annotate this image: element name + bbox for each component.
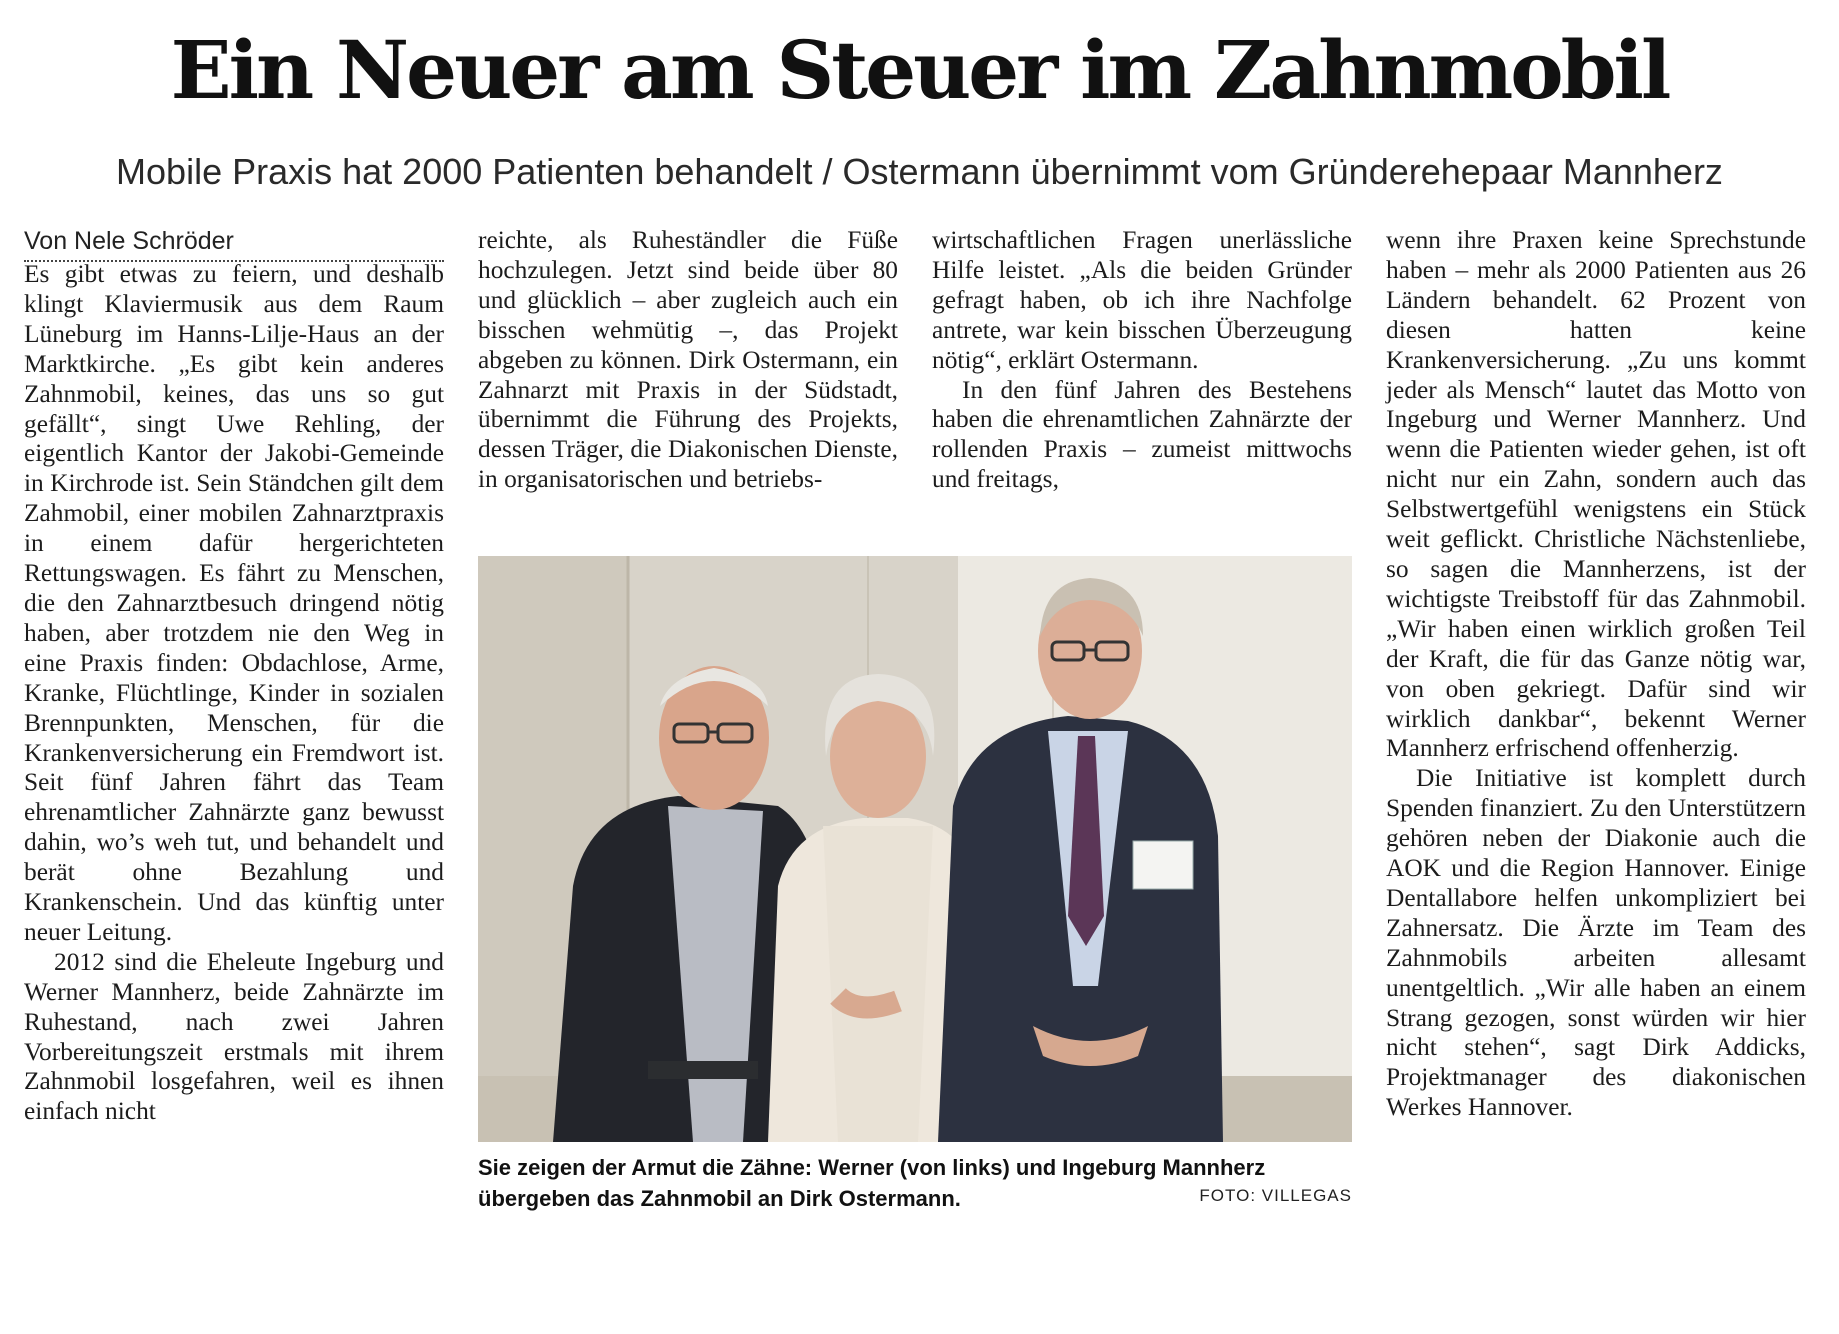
caption-line-2: übergeben das Zahnmobil an Dirk Ostermann. [478,1186,961,1211]
headline: Ein Neuer am Steuer im Zahnmobil [170,23,1669,117]
caption-line-1: Sie zeigen der Armut die Zähne: Werner (von links) und Ingeburg Mannherz [478,1155,1266,1180]
article-column-3 [932,226,1352,495]
article-column-4 [1386,226,1806,1123]
paragraph: Die Initiative ist komplett durch Spenden finanziert. Zu den Unterstützern gehören neben der Diakonie auch die AOK und die Region Hannover. Einige Dentallabore helfen unkompliziert bei Zahnersatz. Die Ärzte im Team des Zahnmobils arbeiten allesamt unentgeltlich. „Wir alle haben an einem Strang gezogen, sonst würden wir hier nicht stehen“, sagt Dirk Addicks, Projektmanager des diakonischen Werkes Hannover. [1386,764,1806,1122]
byline: Von Nele Schröder [24,226,444,262]
paragraph: In den fünf Jahren des Bestehens haben die ehrenamtlichen Zahnärzte der rollenden Praxis – zumeist mittwochs und freitags, [932,375,1352,494]
subheadline: Mobile Praxis hat 2000 Patienten behandelt / Ostermann übernimmt vom Gründerehepaar Mannherz [116,151,1723,192]
article-photo [478,556,1352,1142]
photo-illustration [478,556,1352,1142]
article-column-1 [24,260,444,1127]
paragraph: reichte, als Ruheständler die Füße hochzulegen. Jetzt sind beide über 80 und glücklich – aber zugleich auch ein bisschen wehmütig –, das Projekt abgeben zu können. Dirk Ostermann, ein Zahnarzt mit Praxis in der Südstadt, übernimmt die Führung des Projekts, dessen Träger, die Diakonischen Dienste, in organisatorischen und betriebs- [478,226,898,494]
paragraph: wirtschaftlichen Fragen unerlässliche Hilfe leistet. „Als die beiden Gründer gefragt haben, ob ich ihre Nachfolge antrete, war kein bisschen Überzeugung nötig“, erklärt Ostermann. [932,226,1352,374]
paragraph: Es gibt etwas zu feiern, und deshalb klingt Klaviermusik aus dem Raum Lüneburg im Hanns-Lilje-Haus an der Marktkirche. „Es gibt kein anderes Zahnmobil, keines, das uns so gut gefällt“, singt Uwe Rehling, der eigentlich Kantor der Jakobi-Gemeinde in Kirchrode ist. Sein Ständchen gilt dem Zahmobil, einer mobilen Zahnarztpraxis in einem dafür hergerichteten Rettungswagen. Es fährt zu Menschen, die den Zahnarztbesuch dringend nötig haben, aber trotzdem nie den Weg in eine Praxis finden: Obdachlose, Arme, Kranke, Flüchtlinge, Kinder in sozialen Brennpunkten, Menschen, für die Krankenversicherung ein Fremdwort ist. Seit fünf Jahren fährt das Team ehrenamtlicher Zahnärzte ganz bewusst dahin, wo’s weh tut, und behandelt und berät ohne Bezahlung und Krankenschein. Und das künftig unter neuer Leitung. [24,260,444,946]
article-column-2 [478,226,898,495]
paragraph: 2012 sind die Eheleute Ingeburg und Werner Mannherz, beide Zahnärzte im Ruhestand, nach zwei Jahren Vorbereitungszeit erstmals mit ihrem Zahnmobil losgefahren, weil es ihnen einfach nicht [24,947,444,1126]
paragraph: wenn ihre Praxen keine Sprechstunde haben – mehr als 2000 Patienten aus 26 Ländern behandelt. 62 Prozent von diesen hatten keine Krankenversicherung. „Zu uns kommt jeder als Mensch“ lautet das Motto von Ingeburg und Werner Mannherz. Und wenn die Patienten wieder gehen, ist oft nicht nur ein Zahn, sondern auch das Selbstwertgefühl wenigstens ein Stück weit geflickt. Christliche Nächstenliebe, so sagen die Mannherzens, ist der wichtigste Treibstoff für das Zahnmobil. „Wir haben einen wirklich großen Teil der Kraft, die für das Ganze nötig war, von oben gekriegt. Dafür sind wir wirklich dankbar“, bekennt Werner Mannherz erfrischend offenherzig. [1386,226,1806,763]
photo-credit: FOTO: VILLEGAS [1199,1186,1352,1205]
